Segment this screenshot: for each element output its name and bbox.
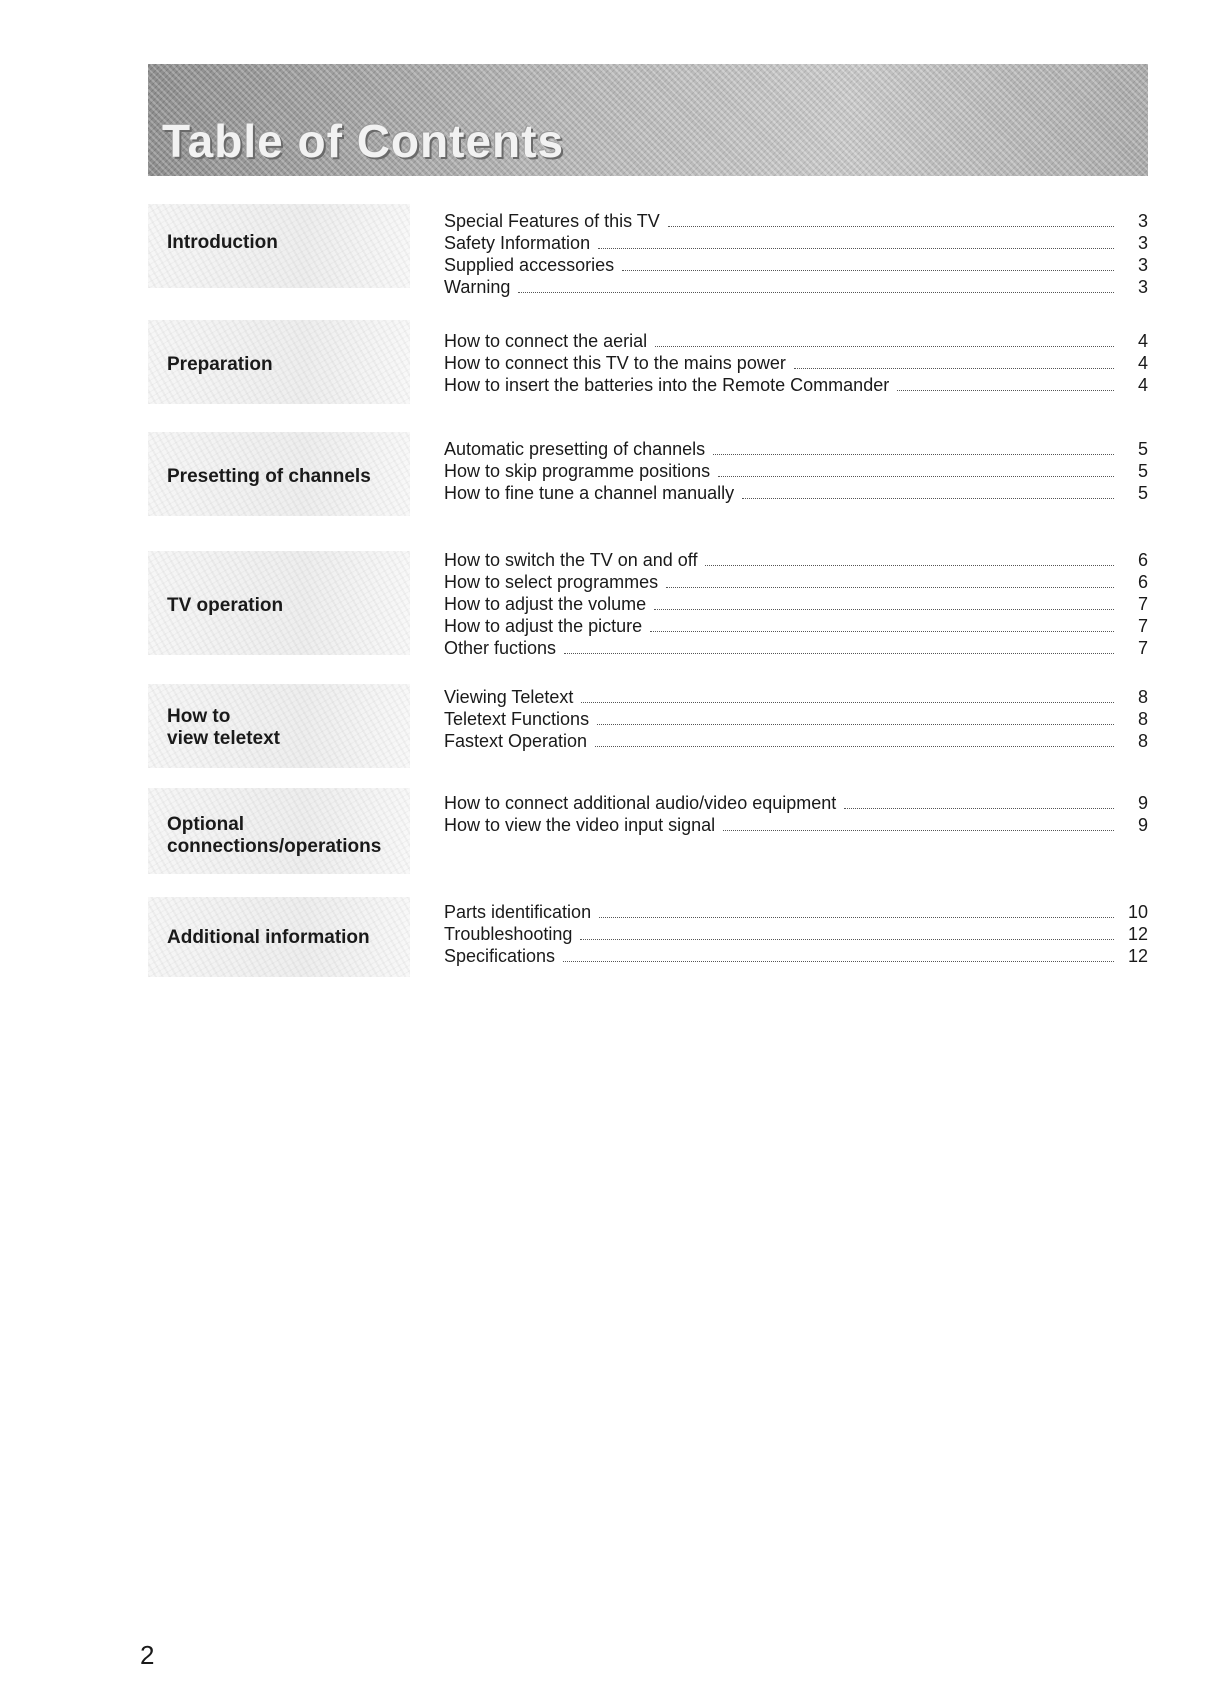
dot-leader (622, 269, 1114, 271)
dot-leader (897, 389, 1114, 391)
page-number: 2 (140, 1640, 155, 1670)
dot-leader (794, 367, 1114, 369)
toc-entries (444, 438, 1148, 504)
entry-title: Other fuctions (444, 638, 557, 658)
dot-leader (597, 723, 1114, 725)
section-label-box (148, 897, 410, 977)
title-banner (148, 64, 1148, 176)
entry-title: Parts identification (444, 902, 592, 922)
section-label-line2: connections/operations (167, 836, 382, 857)
entry-title: How to select programmes (444, 572, 659, 592)
section-label-line1: How to (167, 706, 231, 727)
entry-title: How to connect this TV to the mains power (444, 353, 786, 373)
entry-page: 7 (1137, 616, 1148, 636)
toc-entry[interactable] (444, 482, 1148, 504)
toc-entries (444, 792, 1148, 836)
toc-entry[interactable] (444, 276, 1148, 298)
entry-page: 9 (1137, 793, 1148, 813)
entry-page: 3 (1137, 211, 1148, 231)
entry-page: 5 (1137, 483, 1148, 503)
section-label: Preparation (167, 354, 273, 375)
section-label-box (148, 684, 410, 768)
entry-page: 4 (1137, 331, 1148, 351)
entry-page: 5 (1137, 439, 1148, 459)
toc-entry[interactable] (444, 571, 1148, 593)
toc-entry[interactable] (444, 254, 1148, 276)
entry-title: Supplied accessories (444, 255, 615, 275)
entry-title: Special Features of this TV (444, 211, 660, 231)
toc-entry[interactable] (444, 352, 1148, 374)
toc-entry[interactable] (444, 901, 1148, 923)
section-label: TV operation (167, 595, 284, 616)
toc-entry[interactable] (444, 730, 1148, 752)
entry-title: How to fine tune a channel manually (444, 483, 735, 503)
dot-leader (666, 586, 1114, 588)
dot-leader (650, 630, 1114, 632)
entry-title: How to view the video input signal (444, 815, 716, 835)
dot-leader (599, 916, 1114, 918)
entry-title: Safety Information (444, 233, 591, 253)
toc-entry[interactable] (444, 945, 1148, 967)
toc-entries (444, 901, 1148, 967)
toc-entry[interactable] (444, 330, 1148, 352)
entry-title: How to adjust the picture (444, 616, 643, 636)
entry-title: Specifications (444, 946, 556, 966)
toc-entry[interactable] (444, 615, 1148, 637)
toc-entry[interactable] (444, 792, 1148, 814)
section-label-box (148, 432, 410, 516)
entry-page: 3 (1137, 255, 1148, 275)
dot-leader (742, 497, 1114, 499)
entry-page: 8 (1137, 731, 1148, 751)
dot-leader (563, 960, 1114, 962)
entry-title: Viewing Teletext (444, 687, 574, 707)
dot-leader (723, 829, 1114, 831)
entry-page: 8 (1137, 687, 1148, 707)
section-label-line2: view teletext (167, 728, 280, 749)
dot-leader (598, 247, 1114, 249)
dot-leader (581, 701, 1114, 703)
entry-page: 8 (1137, 709, 1148, 729)
entry-title: How to connect the aerial (444, 331, 648, 351)
toc-entry[interactable] (444, 708, 1148, 730)
entry-title: Fastext Operation (444, 731, 588, 751)
dot-leader (595, 745, 1114, 747)
entry-page: 7 (1137, 594, 1148, 614)
toc-entry[interactable] (444, 210, 1148, 232)
dot-leader (718, 475, 1114, 477)
entry-page: 9 (1137, 815, 1148, 835)
entry-title: How to adjust the volume (444, 594, 647, 614)
dot-leader (844, 807, 1114, 809)
entry-title: Teletext Functions (444, 709, 590, 729)
dot-leader (705, 564, 1114, 566)
entry-page: 7 (1137, 638, 1148, 658)
toc-entry[interactable] (444, 374, 1148, 396)
toc-entries (444, 686, 1148, 752)
entry-page: 6 (1137, 550, 1148, 570)
section-label-box (148, 551, 410, 655)
entry-page: 3 (1137, 233, 1148, 253)
dot-leader (564, 652, 1114, 654)
entry-page: 5 (1137, 461, 1148, 481)
entry-page: 4 (1137, 353, 1148, 373)
section-label: Presetting of channels (167, 466, 371, 487)
entry-title: How to insert the batteries into the Remote Commander (444, 375, 890, 395)
toc-entry[interactable] (444, 637, 1148, 659)
toc-entry[interactable] (444, 232, 1148, 254)
dot-leader (713, 453, 1114, 455)
toc-entry[interactable] (444, 923, 1148, 945)
toc-entry[interactable] (444, 438, 1148, 460)
entry-title: Troubleshooting (444, 924, 573, 944)
toc-entries (444, 330, 1148, 396)
toc-entry[interactable] (444, 460, 1148, 482)
toc-entry[interactable] (444, 686, 1148, 708)
entry-page: 12 (1127, 924, 1148, 944)
section-label-box (148, 320, 410, 404)
dot-leader (668, 225, 1114, 227)
section-label-line1: Optional (167, 814, 245, 835)
entry-page: 12 (1127, 946, 1148, 966)
dot-leader (655, 345, 1114, 347)
entry-page: 3 (1137, 277, 1148, 297)
toc-entries (444, 210, 1148, 298)
section-label: Introduction (167, 232, 278, 253)
entry-title: How to switch the TV on and off (444, 550, 698, 570)
section-label: Additional information (167, 927, 370, 948)
dot-leader (580, 938, 1114, 940)
entry-title: Automatic presetting of channels (444, 439, 706, 459)
toc-entry[interactable] (444, 814, 1148, 836)
entry-page: 10 (1127, 902, 1148, 922)
entry-title: Warning (444, 277, 511, 297)
toc-entry[interactable] (444, 549, 1148, 571)
entry-page: 6 (1137, 572, 1148, 592)
entry-title: How to connect additional audio/video equipment (444, 793, 837, 813)
entry-page: 4 (1137, 375, 1148, 395)
entry-title: How to skip programme positions (444, 461, 711, 481)
toc-entries (444, 549, 1148, 659)
dot-leader (654, 608, 1114, 610)
section-label-box (148, 204, 410, 288)
section-label-box (148, 788, 410, 874)
page-title: Table of Contents (162, 115, 565, 167)
toc-entry[interactable] (444, 593, 1148, 615)
dot-leader (518, 291, 1114, 293)
